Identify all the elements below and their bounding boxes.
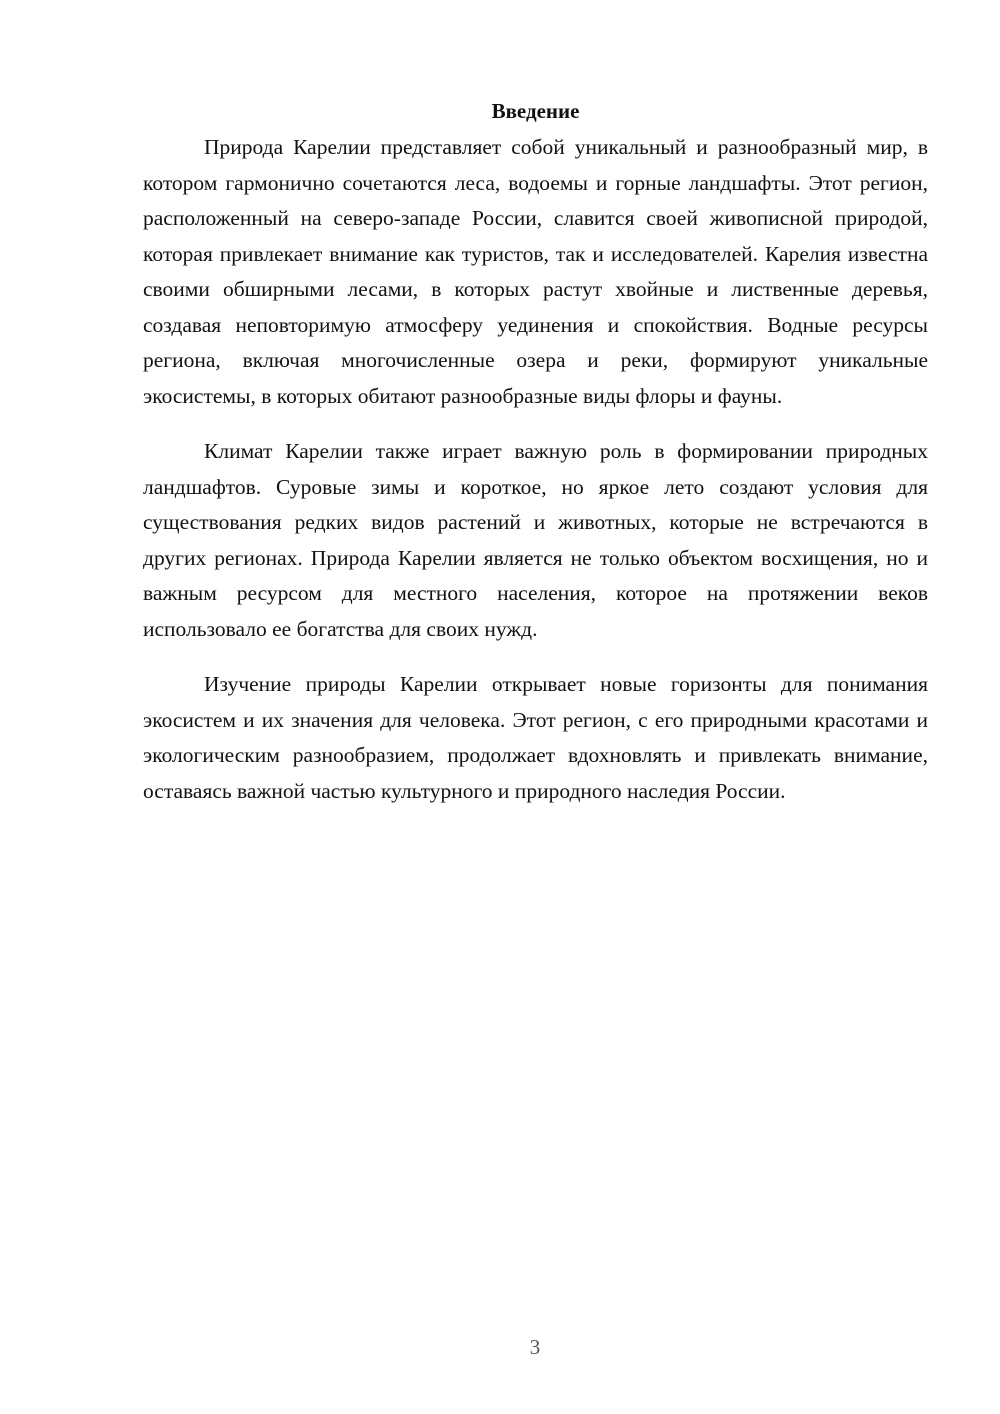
page-content bbox=[143, 96, 928, 829]
section-title: Введение bbox=[491, 99, 580, 123]
paragraph-1: Природа Карелии представляет собой уникальный и разнообразный мир, в котором гармонично сочетаются леса, водоемы и горные ландшафты. Этот регион, расположенный на северо-западе России, славится своей живописной природой, которая привлекает внимание как туристов, так и исследователей. Карелия известна своими обширными лесами, в которых растут хвойные и лиственные деревья, создавая неповторимую атмосферу уединения и спокойствия. Водные ресурсы региона, включая многочисленные озера и реки, формируют уникальные экосистемы, в которых обитают разнообразные виды флоры и фауны. bbox=[143, 135, 928, 408]
paragraph-3: Изучение природы Карелии открывает новые горизонты для понимания экосистем и их значения для человека. Этот регион, с его природными красотами и экологическим разнообразием, продолжает вдохновлять и привлекать внимание, оставаясь важной частью культурного и природного наследия России. bbox=[143, 672, 928, 803]
page-number: 3 bbox=[529, 1335, 541, 1359]
paragraph-2: Климат Карелии также играет важную роль в формировании природных ландшафтов. Суровые зимы и короткое, но яркое лето создают условия для существования редких видов растений и животных, которые не встречаются в других регионах. Природа Карелии является не только объектом восхищения, но и важным ресурсом для местного населения, которое на протяжении веков использовало ее богатства для своих нужд. bbox=[143, 439, 928, 641]
